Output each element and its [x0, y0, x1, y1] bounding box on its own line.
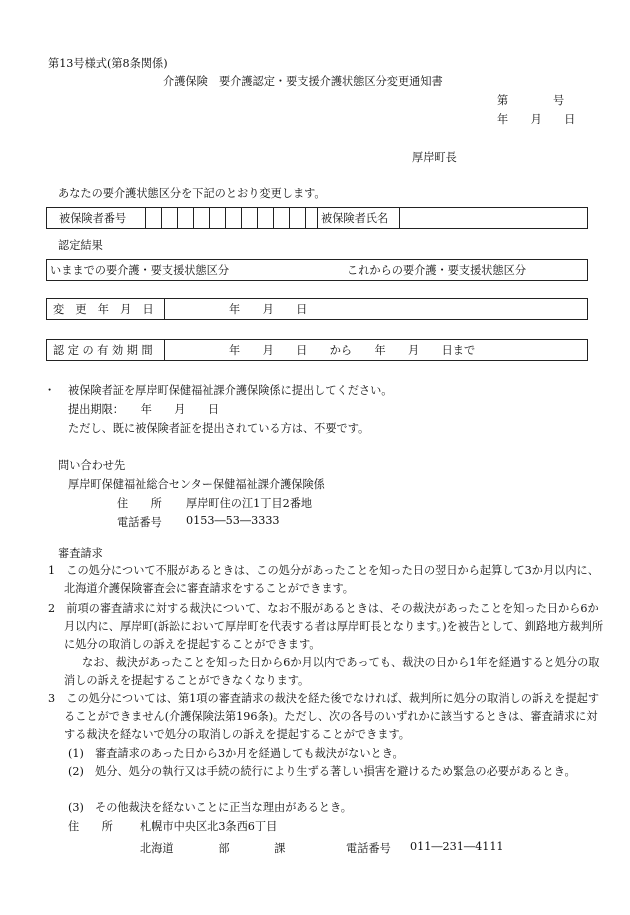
notice-deadline: 提出期限： 年 月 日	[68, 403, 220, 416]
care-level-table	[46, 259, 588, 281]
issue-date: 年 月 日	[497, 113, 576, 126]
appeal-item-3: (3) その他裁決を経ないことに正当な理由があるとき。	[68, 801, 352, 814]
contact-heading: 問い合わせ先	[58, 459, 126, 472]
contact-address: 厚岸町住の江1丁目2番地	[186, 497, 313, 510]
issuer: 厚岸町長	[412, 151, 457, 164]
insured-name-label: 被保険者氏名	[321, 212, 389, 225]
contact-org: 厚岸町保健福祉総合センター保健福祉課介護保険係	[68, 478, 325, 491]
validity-period-label: 認 定 の 有 効 期 間	[53, 344, 153, 357]
previous-level-label: いままでの要介護・要支援状態区分	[50, 264, 230, 277]
appeal-paragraph-2: 2 前項の審査請求に対する裁決について、なお不服があるときは、その裁決があったことを知った日から6か月以内に、厚岸町(訴訟において厚岸町を代表する者は厚岸町長となります。)を被告として、釧路地方裁判所に処分の取消しの訴えを提起することができます。	[48, 602, 604, 651]
notice-bullet: ・	[44, 384, 56, 397]
appeal-phone: 011―231―4111	[410, 840, 504, 853]
notice-line-1: 被保険者証を厚岸町保健福祉課介護保険係に提出してください。	[68, 384, 393, 397]
appeal-address-label: 住 所	[68, 820, 113, 833]
appeal-paragraph-1: 1 この処分について不服があるときは、この処分があったことを知った日の翌日から起算して3か月以内に、北海道介護保険審査会に審査請求をすることができます。	[48, 564, 599, 595]
appeal-address: 札幌市中央区北3条西6丁目	[140, 820, 278, 833]
contact-phone: 0153―53―3333	[186, 514, 280, 527]
notice-line-3: ただし、既に被保険者証を提出されている方は、不要です。	[68, 422, 370, 435]
change-date-value: 年 月 日	[229, 303, 308, 316]
appeal-item-2: (2) 処分、処分の執行又は手続の続行により生ずる著しい損害を避けるため緊急の必要があるとき。	[68, 765, 576, 778]
contact-phone-label: 電話番号	[117, 516, 162, 529]
appeal-heading: 審査請求	[58, 547, 103, 560]
appeal-phone-label: 電話番号	[346, 842, 391, 855]
document-title: 介護保険 要介護認定・要支援介護状態区分変更通知書	[163, 75, 443, 88]
appeal-paragraph-2b: なお、裁決があったことを知った日から6か月以内であっても、裁決の日から1年を経過すると処分の取消しの訴えを提起することができなくなります。	[64, 656, 600, 687]
change-date-label: 変 更 年 月 日	[53, 303, 154, 316]
contact-address-label: 住 所	[117, 497, 162, 510]
validity-period-value: 年 月 日 から 年 月 日まで	[229, 344, 476, 357]
intro-text: あなたの要介護状態区分を下記のとおり変更します。	[58, 187, 326, 200]
insured-info-table	[46, 207, 588, 229]
form-id: 第13号様式(第8条関係)	[48, 57, 168, 70]
appeal-item-1: (1) 審査請求のあった日から3か月を経過しても裁決がないとき。	[68, 747, 404, 760]
document-number: 第 号	[497, 94, 565, 107]
result-heading: 認定結果	[58, 239, 103, 252]
appeal-paragraph-3: 3 この処分については、第1項の審査請求の裁決を経た後でなければ、裁判所に処分の取消しの訴えを提起することができません(介護保険法第196条)。ただし、次の各号のいずれかに該当するときは、審査請求に対する裁決を経ないで処分の取消しの訴えを提起することができます。	[48, 692, 600, 741]
insured-number-label: 被保険者番号	[59, 212, 127, 225]
new-level-label: これからの要介護・要支援状態区分	[347, 264, 527, 277]
change-date-table	[46, 298, 588, 320]
appeal-office: 北海道 部 課	[140, 842, 286, 855]
validity-period-table	[46, 339, 588, 361]
